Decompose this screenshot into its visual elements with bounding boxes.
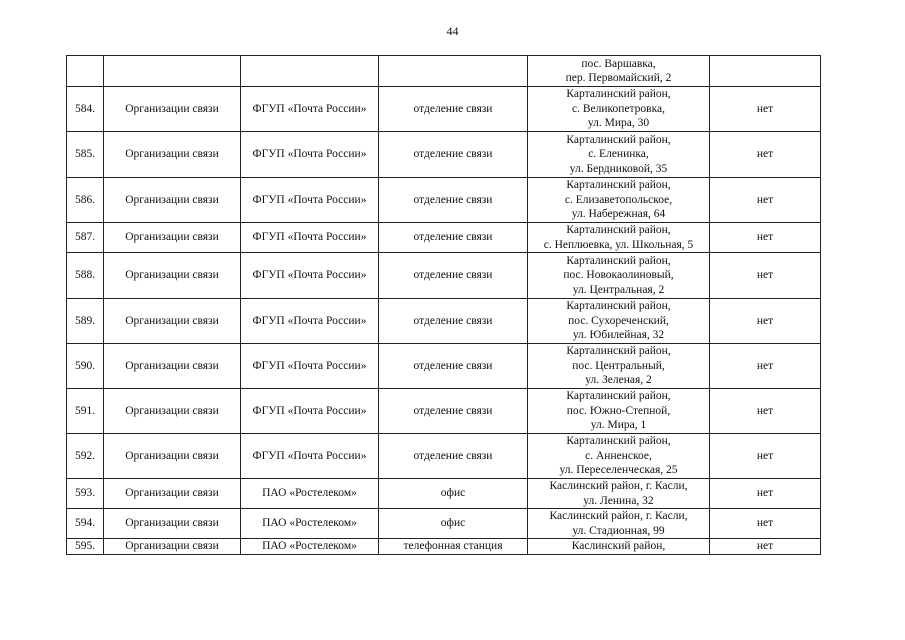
note-cell: нет (710, 299, 821, 344)
category-cell: Организации связи (104, 132, 241, 178)
facility-type-cell: отделение связи (379, 434, 528, 479)
facility-type-cell: телефонная станция (379, 539, 528, 555)
category-cell: Организации связи (104, 434, 241, 479)
category-cell: Организации связи (104, 223, 241, 253)
row-number: 594. (67, 509, 104, 539)
table-row (67, 434, 821, 479)
organization-cell: ФГУП «Почта России» (241, 389, 379, 434)
address-cell: Карталинский район, пос. Новокаолиновый, ул. Центральная, 2 (528, 253, 710, 299)
address-cell: Карталинский район, с. Неплюевка, ул. Школьная, 5 (528, 223, 710, 253)
note-cell: нет (710, 434, 821, 479)
organization-cell: ПАО «Ростелеком» (241, 479, 379, 509)
organization-cell: ФГУП «Почта России» (241, 223, 379, 253)
note-cell: нет (710, 539, 821, 555)
address-cell: Карталинский район, пос. Центральный, ул. Зеленая, 2 (528, 344, 710, 389)
facility-type-cell: отделение связи (379, 253, 528, 299)
facility-type-cell: офис (379, 479, 528, 509)
row-number: 584. (67, 87, 104, 132)
facility-type-cell (379, 56, 528, 87)
address-cell: Карталинский район, пос. Южно-Степной, ул. Мира, 1 (528, 389, 710, 434)
row-number (67, 56, 104, 87)
table-row (67, 132, 821, 178)
category-cell: Организации связи (104, 344, 241, 389)
note-cell: нет (710, 344, 821, 389)
table-row (67, 299, 821, 344)
table-row (67, 344, 821, 389)
facility-type-cell: отделение связи (379, 223, 528, 253)
facility-type-cell: отделение связи (379, 132, 528, 178)
organization-cell: ПАО «Ростелеком» (241, 509, 379, 539)
row-number: 591. (67, 389, 104, 434)
address-cell: Карталинский район, с. Еленинка, ул. Бердниковой, 35 (528, 132, 710, 178)
table-row (67, 539, 821, 555)
note-cell: нет (710, 479, 821, 509)
category-cell: Организации связи (104, 178, 241, 223)
category-cell: Организации связи (104, 479, 241, 509)
row-number: 586. (67, 178, 104, 223)
address-cell: Карталинский район, пос. Сухореченский, ул. Юбилейная, 32 (528, 299, 710, 344)
facility-type-cell: офис (379, 509, 528, 539)
row-number: 590. (67, 344, 104, 389)
row-number: 593. (67, 479, 104, 509)
organization-cell: ПАО «Ростелеком» (241, 539, 379, 555)
organization-cell: ФГУП «Почта России» (241, 434, 379, 479)
table-row (67, 479, 821, 509)
organization-cell: ФГУП «Почта России» (241, 299, 379, 344)
table-row (67, 389, 821, 434)
organization-cell: ФГУП «Почта России» (241, 344, 379, 389)
table-row (67, 223, 821, 253)
note-cell: нет (710, 389, 821, 434)
table-row (67, 87, 821, 132)
organization-cell (241, 56, 379, 87)
organization-cell: ФГУП «Почта России» (241, 253, 379, 299)
note-cell: нет (710, 132, 821, 178)
address-cell: Карталинский район, с. Великопетровка, ул. Мира, 30 (528, 87, 710, 132)
organization-cell: ФГУП «Почта России» (241, 87, 379, 132)
table-row (67, 253, 821, 299)
category-cell: Организации связи (104, 253, 241, 299)
organization-cell: ФГУП «Почта России» (241, 132, 379, 178)
table-row (67, 509, 821, 539)
organization-cell: ФГУП «Почта России» (241, 178, 379, 223)
registry-table (66, 55, 821, 555)
row-number: 585. (67, 132, 104, 178)
facility-type-cell: отделение связи (379, 87, 528, 132)
category-cell: Организации связи (104, 539, 241, 555)
row-number: 587. (67, 223, 104, 253)
note-cell: нет (710, 253, 821, 299)
page-number: 44 (446, 24, 459, 38)
address-cell: Каслинский район, (528, 539, 710, 555)
note-cell: нет (710, 509, 821, 539)
row-number: 589. (67, 299, 104, 344)
facility-type-cell: отделение связи (379, 389, 528, 434)
address-cell: пос. Варшавка, пер. Первомайский, 2 (528, 56, 710, 87)
address-cell: Каслинский район, г. Касли, ул. Стадионная, 99 (528, 509, 710, 539)
address-cell: Каслинский район, г. Касли, ул. Ленина, 32 (528, 479, 710, 509)
category-cell: Организации связи (104, 509, 241, 539)
category-cell: Организации связи (104, 299, 241, 344)
registry-body (67, 56, 821, 555)
note-cell: нет (710, 178, 821, 223)
note-cell: нет (710, 223, 821, 253)
table-row (67, 56, 821, 87)
address-cell: Карталинский район, с. Анненское, ул. Переселенческая, 25 (528, 434, 710, 479)
row-number: 588. (67, 253, 104, 299)
facility-type-cell: отделение связи (379, 178, 528, 223)
facility-type-cell: отделение связи (379, 299, 528, 344)
address-cell: Карталинский район, с. Елизаветопольское, ул. Набережная, 64 (528, 178, 710, 223)
category-cell (104, 56, 241, 87)
category-cell: Организации связи (104, 389, 241, 434)
row-number: 595. (67, 539, 104, 555)
note-cell: нет (710, 87, 821, 132)
facility-type-cell: отделение связи (379, 344, 528, 389)
table-row (67, 178, 821, 223)
row-number: 592. (67, 434, 104, 479)
category-cell: Организации связи (104, 87, 241, 132)
note-cell (710, 56, 821, 87)
